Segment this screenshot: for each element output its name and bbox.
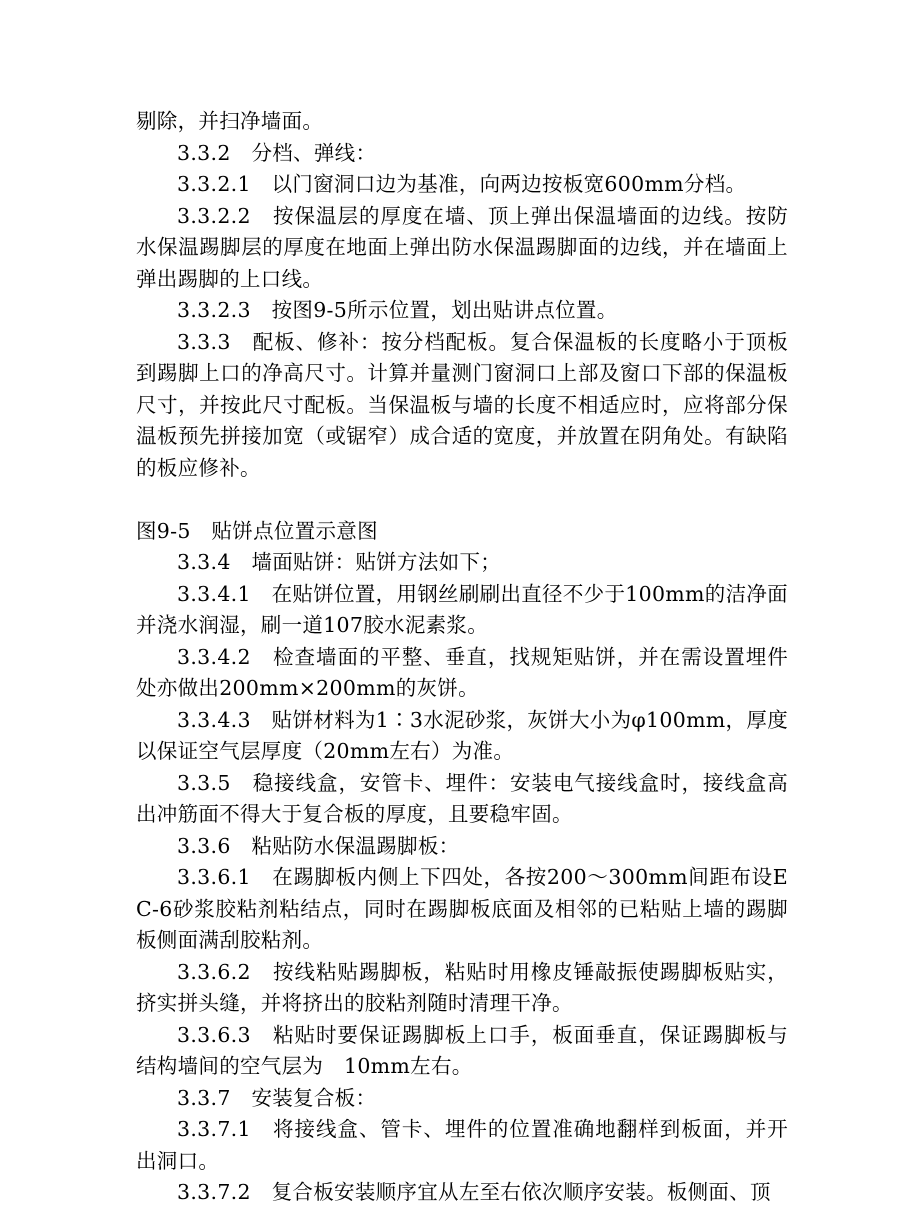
- paragraph-3-3-3: 3.3.3 配板、修补：按分档配板。复合保温板的长度略小于顶板到踢脚上口的净高尺寸。计算并量测门窗洞口上部及窗口下部的保温板尺寸，并按此尺寸配板。当保温板与墙的长度不相适应时，应将部分保温板预先拼接加宽（或锯窄）成合适的宽度，并放置在阴角处。有缺陷的板应修补。: [136, 329, 788, 480]
- paragraph-3-3-4-2: 3.3.4.2 检查墙面的平整、垂直，找规矩贴饼，并在需设置埋件处亦做出200mm×200mm的灰饼。: [136, 644, 788, 700]
- paragraph-3-3-6-1: 3.3.6.1 在踢脚板内侧上下四处，各按200～300mm间距布设EC-6砂浆胶粘剂粘结点，同时在踢脚板底面及相邻的已粘贴上墙的踢脚板侧面满刮胶粘剂。: [136, 865, 788, 952]
- paragraph-3-3-7-2: 3.3.7.2 复合板安装顺序宜从左至右依次顺序安装。板侧面、顶: [177, 1180, 771, 1204]
- paragraph-3-3-7-1: 3.3.7.1 将接线盒、管卡、埋件的位置准确地翻样到板面，并开出洞口。: [136, 1117, 788, 1173]
- paragraph-3-3-6-2: 3.3.6.2 按线粘贴踢脚板，粘贴时用橡皮锤敲振使踢脚板贴实，挤实拼头缝，并将挤出的胶粘剂随时清理干净。: [136, 959, 788, 1015]
- paragraph-3-3-2-3: 3.3.2.3 按图9-5所示位置，划出贴讲点位置。: [177, 298, 618, 322]
- paragraph-3-3-5: 3.3.5 稳接线盒，安管卡、埋件：安装电气接线盒时，接线盒高出冲筋面不得大于复合板的厚度，且要稳牢固。: [136, 770, 788, 826]
- paragraph-3-3-6-3: 3.3.6.3 粘贴时要保证踢脚板上口手，板面垂直，保证踢脚板与结构墙间的空气层为 10mm左右。: [136, 1022, 788, 1078]
- paragraph-3-3-4: 3.3.4 墙面贴饼：贴饼方法如下；: [177, 550, 502, 574]
- paragraph-3-3-4-3: 3.3.4.3 贴饼材料为1∶3水泥砂浆，灰饼大小为φ100mm，厚度以保证空气层厚度（20mm左右）为准。: [136, 707, 788, 763]
- paragraph-3-3-7: 3.3.7 安装复合板：: [177, 1085, 377, 1110]
- figure-caption: 图9-5 贴饼点位置示意图: [136, 518, 378, 543]
- paragraph-continuation: 剔除，并扫净墙面。: [136, 109, 324, 133]
- paragraph-3-3-2: 3.3.2 分档、弹线：: [177, 140, 377, 165]
- blank-line: [136, 484, 788, 516]
- paragraph-3-3-2-1: 3.3.2.1 以门窗洞口边为基准，向两边按板宽600mm分档。: [177, 172, 747, 196]
- document-body: [136, 106, 788, 1209]
- paragraph-3-3-2-2: 3.3.2.2 按保温层的厚度在墙、顶上弹出保温墙面的边线。按防水保温踢脚层的厚度在地面上弹出防水保温踢脚面的边线，并在墙面上弹出踢脚的上口线。: [136, 203, 788, 291]
- paragraph-3-3-6: 3.3.6 粘贴防水保温踢脚板：: [177, 833, 460, 858]
- paragraph-3-3-4-1: 3.3.4.1 在贴饼位置，用钢丝刷刷出直径不少于100mm的洁净面并浇水润湿，刷一道107胶水泥素浆。: [136, 581, 788, 637]
